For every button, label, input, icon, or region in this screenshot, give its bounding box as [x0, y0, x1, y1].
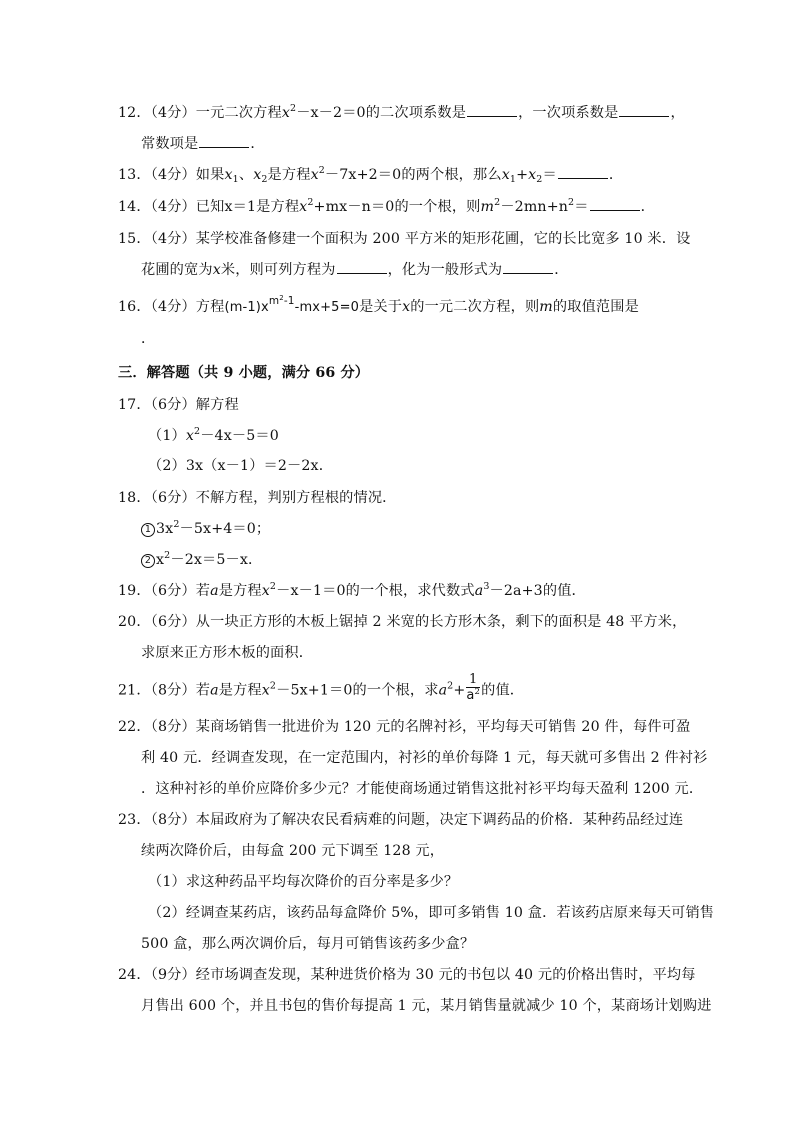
math-var: a: [210, 682, 219, 699]
question-text: 一元二次方程: [195, 105, 282, 121]
math-var: x: [402, 299, 411, 315]
question-24-line-2: [141, 996, 712, 1016]
exponent: 2: [279, 294, 284, 302]
question-text: 续两次降价后，由每盒 200 元下调至 128 元，: [141, 843, 445, 859]
math-var: m: [539, 299, 553, 315]
punctuation: ．: [640, 199, 655, 215]
question-text: 利 40 元．经调查发现，在一定范围内，衬衫的单价每降 1 元，每天就可多售出 2 件衬衫: [141, 750, 708, 766]
operator: +: [453, 682, 466, 699]
math-var: a: [438, 682, 448, 699]
part-label: （1）: [148, 428, 186, 444]
question-text: 不解方程，判别方程根的情况．: [195, 490, 397, 506]
question-text: 的一个根，则: [394, 199, 481, 215]
section-heading: [118, 363, 369, 383]
question-score: （9分）: [150, 967, 196, 983]
question-number: 15．: [118, 231, 151, 247]
equation: x＝1: [224, 199, 257, 215]
question-score: （4分）: [150, 199, 196, 215]
exponent: 2: [318, 165, 325, 176]
question-score: （6分）: [150, 397, 196, 413]
equation: -mx+5=0: [294, 300, 360, 315]
question-text: 某学校准备修建一个面积为 200 平方米的矩形花圃，它的长比宽多 10 米．设: [195, 231, 691, 247]
question-text: 方程: [195, 299, 225, 315]
question-text: 从一块正方形的木板上锯掉 2 米宽的长方形木条，剩下的面积是 48 平方米，: [195, 614, 687, 630]
question-text: 的值．: [481, 682, 525, 699]
equation: －2a+3: [489, 583, 543, 599]
equation: 3x（x－1）＝2－2x．: [185, 458, 334, 474]
question-16-line-2: [141, 329, 155, 349]
section-title: 三．解答题（共 9 小题，满分 66 分）: [118, 365, 370, 381]
question-text: 是关于: [359, 299, 403, 315]
question-20-line-1: [118, 612, 686, 632]
question-21-line-1: [118, 672, 525, 706]
punctuation: ．: [141, 331, 156, 347]
question-text: 求原来正方形木板的面积．: [141, 645, 314, 661]
exponent: 2: [269, 680, 277, 692]
math-var: x: [261, 583, 270, 599]
question-text: 的二次项系数是: [365, 105, 467, 121]
exponent: 3: [483, 581, 490, 592]
exponent: 2: [474, 687, 481, 697]
operator: +: [516, 167, 529, 183]
question-24-line-1: [118, 965, 696, 985]
equation: (m-1): [224, 300, 262, 315]
question-text: 的值．: [542, 583, 586, 599]
math-var: x: [261, 682, 270, 699]
exponent: 2: [307, 197, 314, 208]
circled-number: 2: [141, 554, 155, 568]
math-var: a: [466, 688, 475, 703]
question-text: 如果: [195, 167, 225, 183]
math-var: x: [528, 167, 537, 183]
question-score: （4分）: [150, 231, 196, 247]
question-22-line-2: [141, 748, 707, 768]
question-23-part-2: [148, 903, 714, 923]
exponent: 2: [164, 550, 171, 561]
question-text: 若: [195, 583, 211, 599]
equation: －x－1＝0: [276, 583, 346, 599]
math-var: x: [185, 428, 195, 444]
question-12-line-1: [118, 103, 685, 123]
answer-blank[interactable]: [503, 260, 553, 274]
question-text: 是方程: [256, 199, 300, 215]
question-score: （4分）: [150, 167, 196, 183]
exponent: 2: [447, 680, 454, 692]
equation: －4x－5＝0: [200, 428, 279, 444]
math-var: x: [261, 300, 269, 315]
question-23-part-1: [148, 872, 458, 892]
question-15-line-1: [118, 229, 690, 249]
question-text: 某商场销售一批进价为 120 元的名牌衬衫，平均每天可销售 20 件，每件可盈: [195, 719, 691, 735]
math-var: m: [480, 199, 495, 215]
punctuation: ．: [554, 262, 569, 278]
question-18-part-1: [141, 519, 270, 539]
question-17-part-2: [148, 456, 333, 476]
question-number: 22．: [118, 719, 151, 735]
question-number: 12．: [118, 105, 151, 121]
math-var: x: [501, 167, 510, 183]
punctuation: ，: [670, 105, 685, 121]
question-number: 23．: [118, 812, 151, 828]
question-23-part-2-cont: [141, 934, 474, 954]
question-18-line-1: [118, 488, 397, 508]
exponent: 2: [494, 197, 501, 208]
question-17-part-1: [148, 426, 279, 446]
exponent: 2: [173, 519, 180, 530]
answer-blank[interactable]: [558, 165, 608, 179]
answer-blank[interactable]: [590, 197, 640, 211]
exponent: 2: [269, 581, 277, 592]
answer-blank[interactable]: [199, 134, 249, 148]
exponent: [269, 295, 295, 307]
question-number: 20．: [118, 614, 151, 630]
question-text: 的一个根，求: [352, 682, 439, 699]
punctuation: ．: [608, 167, 624, 183]
equation: －7x+2＝0: [324, 167, 402, 183]
answer-blank[interactable]: [337, 260, 387, 274]
question-19-line-1: [118, 581, 586, 601]
math-var: x: [281, 105, 290, 121]
question-text: 的一个根，求代数式: [345, 583, 475, 599]
question-text: 是方程: [218, 682, 262, 699]
question-text: （2）经调查某药店，该药品每盒降价 5%，即可多销售 10 盒．若该药店原来每天可销售: [148, 905, 715, 921]
question-number: 13．: [118, 167, 151, 183]
part-label: （2）: [148, 458, 186, 474]
math-var: a: [210, 583, 219, 599]
question-23-line-1: [118, 810, 683, 830]
punctuation: ．: [250, 136, 265, 152]
question-13-line-1: [118, 165, 623, 185]
operator: ＝: [574, 199, 589, 215]
question-text: ，一次项系数是: [518, 105, 619, 121]
math-var: x: [310, 167, 319, 183]
question-20-line-2: [141, 643, 313, 663]
math-var: x: [253, 167, 262, 183]
question-text: 是方程: [267, 167, 311, 183]
question-17-line-1: [118, 395, 239, 415]
question-score: （6分）: [150, 583, 196, 599]
equation: －5x+4＝0；: [179, 521, 271, 537]
question-text: 本届政府为了解决农民看病难的问题，决定下调药品的价格．某种药品经过连: [195, 812, 684, 828]
question-number: 14．: [118, 199, 151, 215]
fraction-denominator: [466, 688, 480, 704]
question-score: （4分）: [150, 105, 196, 121]
answer-blank[interactable]: [467, 103, 517, 117]
question-text: ．这种衬衫的单价应降价多少元？才能使商场通过销售这批衬衫平均每天盈利 1200 元．: [141, 781, 704, 797]
equation: －2mn+n: [500, 199, 569, 215]
question-18-part-2: [141, 550, 262, 570]
circled-number: 1: [141, 523, 155, 537]
question-score: （8分）: [150, 812, 196, 828]
question-22-line-1: [118, 717, 690, 737]
fraction-numerator: 1: [466, 673, 480, 688]
question-text: 500 盒，那么两次调价后，每月可销售该药多少盒？: [141, 936, 475, 952]
exponent: 2: [568, 197, 575, 208]
punctuation: 、: [238, 167, 254, 183]
math-var: x: [224, 167, 233, 183]
equation: x: [156, 552, 165, 568]
question-score: （8分）: [150, 719, 196, 735]
question-text: 的取值范围是: [552, 299, 639, 315]
equation: 3x: [156, 521, 174, 537]
subscript: 2: [536, 174, 543, 185]
question-score: （4分）: [150, 299, 196, 315]
math-var: a: [474, 583, 484, 599]
question-number: 16．: [118, 299, 151, 315]
subscript: 2: [261, 174, 268, 185]
exponent: 2: [289, 103, 297, 114]
fraction: [466, 673, 480, 704]
equation: －x－2＝0: [296, 105, 366, 121]
exponent-tail: -1: [283, 295, 295, 307]
question-number: 18．: [118, 490, 151, 506]
equation: +mx－n＝0: [313, 199, 395, 215]
exponent-base: m: [268, 295, 280, 307]
answer-blank[interactable]: [619, 103, 669, 117]
question-text: 解方程: [195, 397, 239, 413]
question-text: 的两个根，那么: [401, 167, 502, 183]
question-number: 19．: [118, 583, 151, 599]
operator: ＝: [542, 167, 557, 183]
question-text: （1）求这种药品平均每次降价的百分率是多少？: [148, 874, 459, 890]
subscript: 1: [509, 174, 517, 185]
math-var: x: [299, 199, 308, 215]
question-number: 21．: [118, 682, 151, 699]
exponent: 2: [194, 426, 201, 437]
question-score: （6分）: [150, 614, 196, 630]
question-text: 经市场调查发现，某种进货价格为 30 元的书包以 40 元的价格出售时，平均每: [195, 967, 696, 983]
question-text: 月售出 600 个，并且书包的售价每提高 1 元，某月销售量就减少 10 个，某商场计划购进: [141, 998, 712, 1014]
equation: －2x＝5－x．: [170, 552, 263, 568]
question-text: 若: [195, 682, 211, 699]
question-text: ，化为一般形式为: [387, 262, 503, 278]
question-text: 花圃的宽为: [141, 262, 213, 278]
question-text: 是方程: [218, 583, 262, 599]
question-16-line-1: [118, 294, 639, 318]
question-text: 常数项是: [141, 136, 199, 152]
question-22-line-3: [141, 779, 703, 799]
question-12-line-2: [141, 134, 265, 154]
question-number: 24．: [118, 967, 151, 983]
math-var: x: [212, 262, 221, 278]
question-text: 的一元二次方程，则: [410, 299, 540, 315]
question-23-line-2: [141, 841, 444, 861]
question-score: （8分）: [150, 682, 196, 699]
question-15-line-2: [141, 260, 569, 280]
question-14-line-1: [118, 197, 655, 217]
question-text: 米，则可列方程为: [220, 262, 336, 278]
question-text: 已知: [195, 199, 225, 215]
subscript: 1: [232, 174, 239, 185]
question-score: （6分）: [150, 490, 196, 506]
question-number: 17．: [118, 397, 151, 413]
equation: －5x+1＝0: [276, 682, 353, 699]
